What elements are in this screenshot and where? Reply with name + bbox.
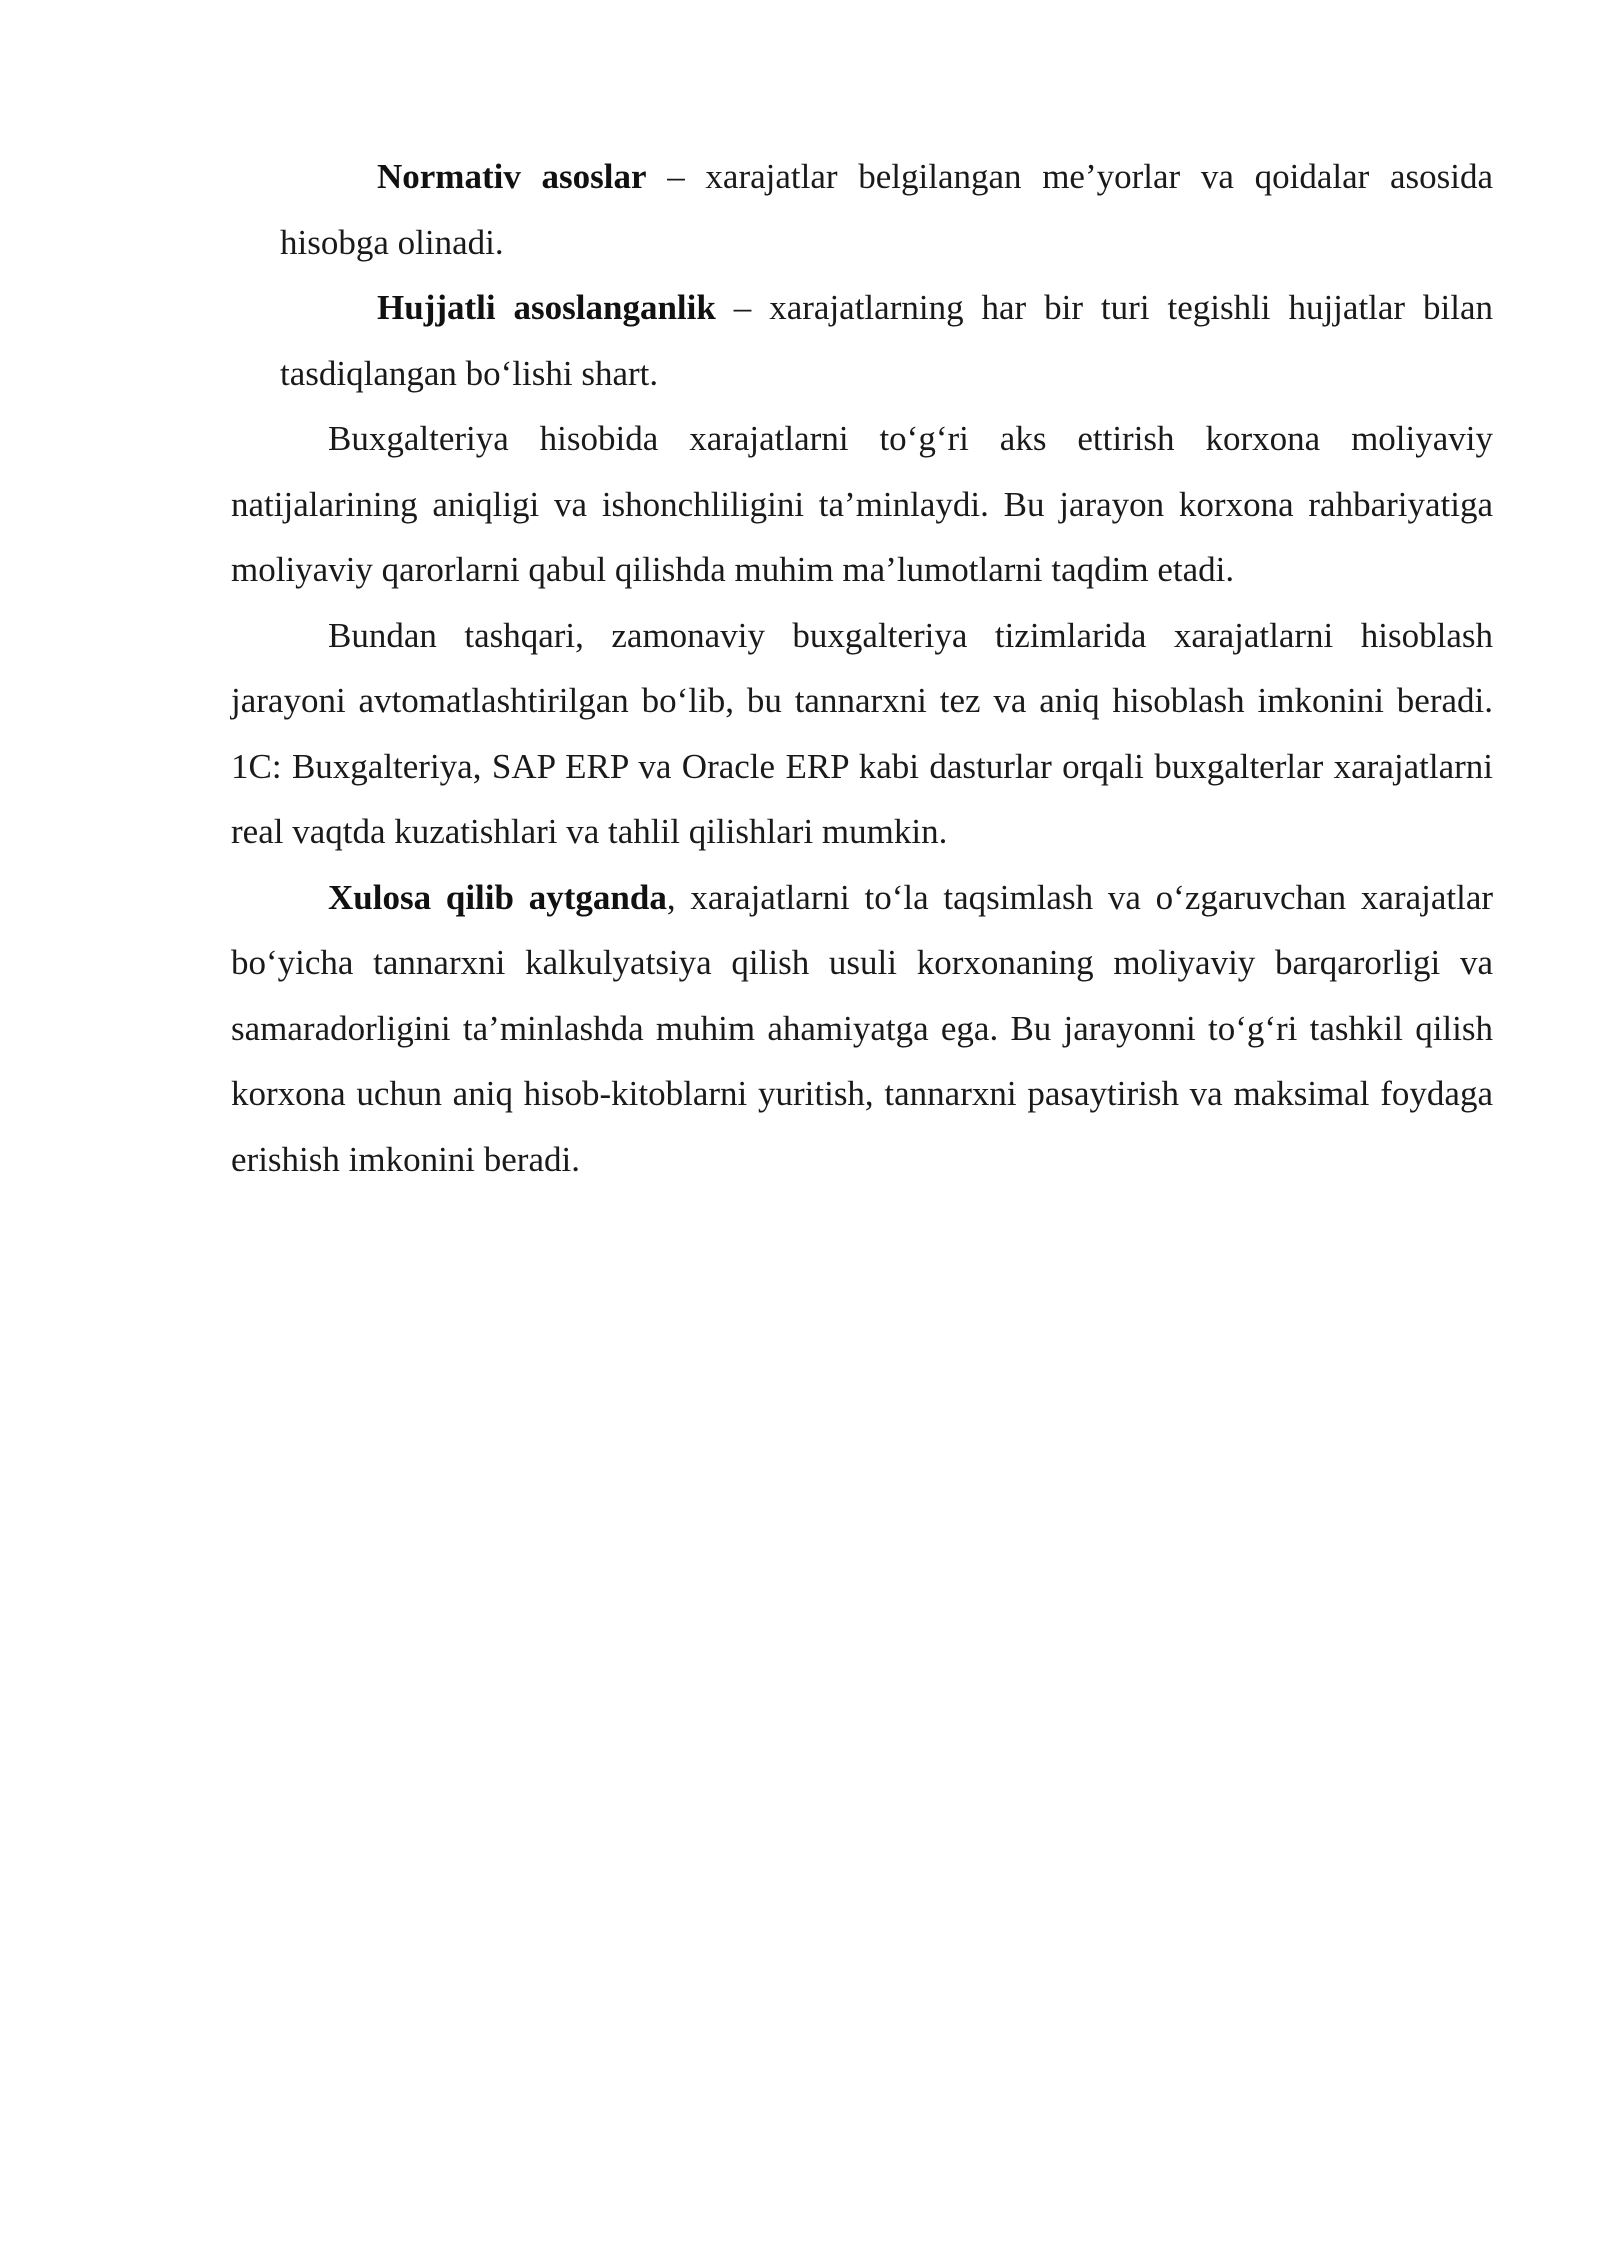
- paragraph-text: Buxgalteriya hisobida xarajatlarni to‘g‘ri aks ettirish korxona moliyaviy natijalarining aniqligi va ishonchliligini ta’minlaydi. Bu jarayon korxona rahbariyatiga moliyaviy qarorlarni qabul qilishda muhim ma’lumotlarni taqdim etadi.: [231, 419, 1493, 589]
- bold-term: Normativ asoslar: [377, 157, 647, 196]
- paragraph-xulosa: [231, 865, 1493, 1193]
- paragraph-text: – xarajatlarning har bir turi tegishli hujjatlar bilan tasdiqlangan bo‘lishi shart.: [280, 288, 1493, 393]
- paragraph-zamonaviy-tizimlar: [231, 603, 1493, 865]
- paragraph-hujjatli-asoslanganlik: [231, 275, 1493, 406]
- document-body: [231, 144, 1493, 1192]
- bold-term: Hujjatli asoslanganlik: [377, 288, 716, 327]
- paragraph-text: – xarajatlar belgilangan me’yorlar va qoidalar asosida hisobga olinadi.: [280, 157, 1493, 262]
- paragraph-normativ-asoslar: [231, 144, 1493, 275]
- paragraph-buxgalteriya-hisobi: [231, 406, 1493, 603]
- paragraph-text: Bundan tashqari, zamonaviy buxgalteriya tizimlarida xarajatlarni hisoblash jarayoni avtomatlashtirilgan bo‘lib, bu tannarxni tez va aniq hisoblash imkonini beradi. 1C: Buxgalteriya, SAP ERP va Oracle ERP kabi dasturlar orqali buxgalterlar xarajatlarni real vaqtda kuzatishlari va tahlil qilishlari mumkin.: [231, 615, 1493, 851]
- bold-term: Xulosa qilib aytganda: [328, 877, 667, 917]
- paragraph-text: , xarajatlarni to‘la taqsimlash va o‘zgaruvchan xarajatlar bo‘yicha tannarxni kalkulyatsiya qilish usuli korxonaning moliyaviy barqarorligi va samaradorligini ta’minlashda muhim ahamiyatga ega. Bu jarayonni to‘g‘ri tashkil qilish korxona uchun aniq hisob-kitoblarni yuritish, tannarxni pasaytirish va maksimal foydaga erishish imkonini beradi.: [231, 877, 1494, 1179]
